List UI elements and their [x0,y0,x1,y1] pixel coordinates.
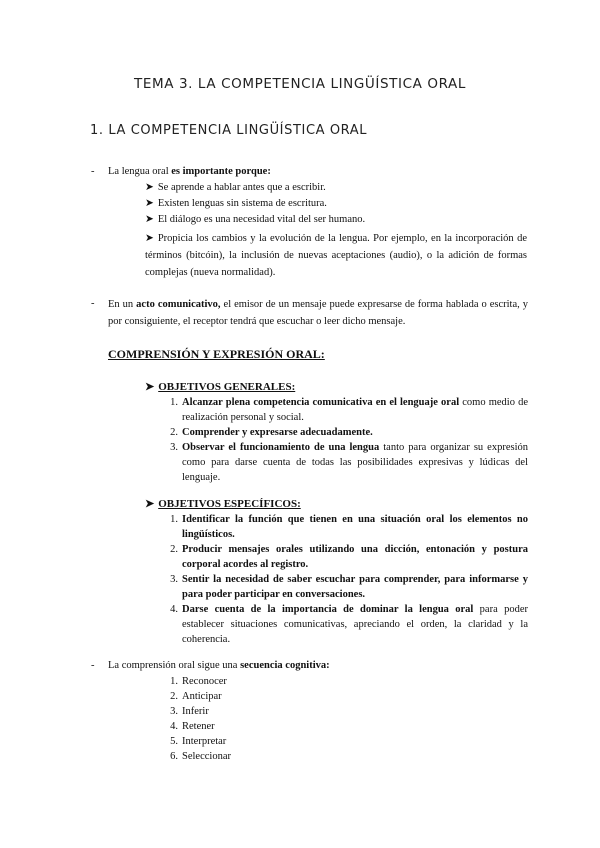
bullet-dash: - [91,166,95,177]
list-item: 3. Observar el funcionamiento de una lengua tanto para organizar su expresión como para darse cuenta de todas las posibilidades expresivas y lúdicas del lenguaje. [170,442,529,483]
intro-item: ➤ Existen lenguas sin sistema de escritura. [145,198,327,209]
section-title: COMPRENSIÓN Y EXPRESIÓN ORAL: [108,347,325,361]
list-item: 1. Identificar la función que tienen en una situación oral los elementos no lingüísticos. [170,514,528,540]
arrow-icon: ➤ [145,182,154,193]
especificos-list [170,512,528,647]
arrow-icon: ➤ [145,214,154,225]
list-item: 5. Interpretar [170,736,227,747]
arrow-icon: ➤ [145,381,155,393]
intro-item: ➤ Propicia los cambios y la evolución de la lengua. Por ejemplo, en la incorporación de términos (bitcóin), la inclusión de nuevas aceptaciones (audio), o la adición de formas complejas (nueva normalidad). [145,230,527,281]
especificos-title: ➤ OBJETIVOS ESPECÍFICOS: [145,498,301,510]
acto-paragraph: En un acto comunicativo, el emisor de un mensaje puede expresarse de forma hablada o escrita, y por consiguiente, el receptor tendrá que escuchar o leer dicho mensaje. [108,299,528,327]
bullet-dash: - [91,660,95,671]
intro-item: ➤ Se aprende a hablar antes que a escribir. [145,182,326,193]
intro-item: ➤ El diálogo es una necesidad vital del ser humano. [145,214,366,225]
list-item: 4. Darse cuenta de la importancia de dominar la lengua oral para poder establecer situaciones comunicativas, apreciando el orden, la claridad y la coherencia. [170,604,528,645]
intro-bold: es importante porque: [171,166,271,177]
generales-list [170,395,529,485]
list-item: 1. Reconocer [170,676,227,687]
list-item: 2. Anticipar [170,691,222,702]
secuencia-list [170,674,382,764]
bullet-dash: - [91,298,95,309]
generales-title: ➤ OBJETIVOS GENERALES: [145,381,296,393]
secuencia-line: La comprensión oral sigue una secuencia cognitiva: [108,660,330,671]
acto-bold: acto comunicativo, [136,299,221,310]
arrow-icon: ➤ [145,498,155,510]
arrow-icon: ➤ [145,233,154,244]
list-item: 2. Producir mensajes orales utilizando una dicción, entonación y postura corporal acordes al registro. [170,544,528,570]
list-item: 4. Retener [170,721,215,732]
list-item: 3. Inferir [170,706,209,717]
secuencia-bold: secuencia cognitiva: [240,660,330,671]
section-heading: 1. LA COMPETENCIA LINGÜÍSTICA ORAL [90,123,368,138]
intro-line [108,164,271,179]
list-item: 2. Comprender y expresarse adecuadamente. [170,427,373,438]
list-item: 1. Alcanzar plena competencia comunicativa en el lenguaje oral como medio de realización personal y social. [170,397,528,423]
document-title: TEMA 3. LA COMPETENCIA LINGÜÍSTICA ORAL [134,76,466,92]
arrow-icon: ➤ [145,198,154,209]
list-item: 6. Seleccionar [170,751,231,762]
list-item: 3. Sentir la necesidad de saber escuchar para comprender, para informarse y para poder participar en conversaciones. [170,574,528,600]
intro-prefix: La lengua oral [108,166,172,177]
